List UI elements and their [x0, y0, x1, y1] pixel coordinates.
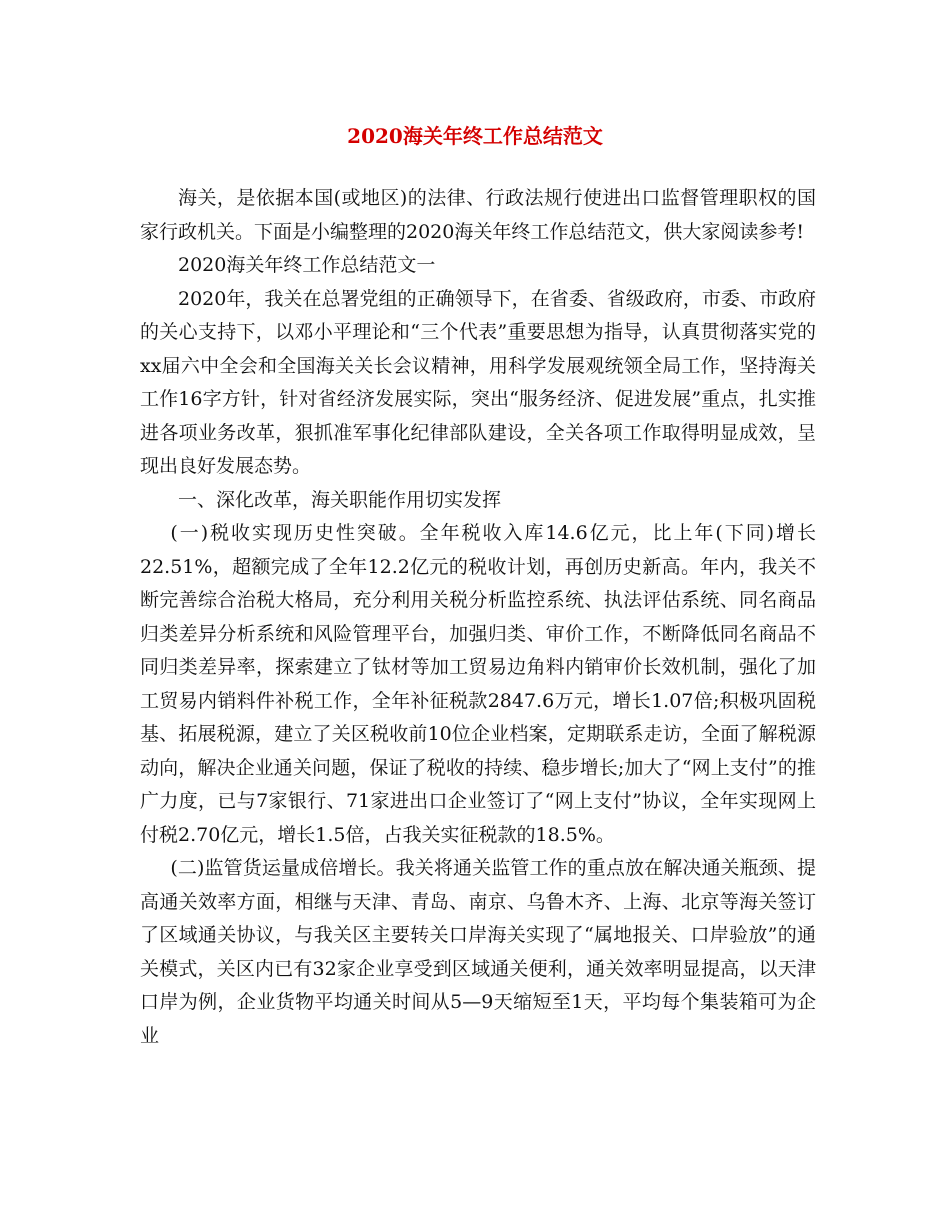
section-heading: 2020海关年终工作总结范文一 — [178, 254, 436, 276]
summary-paragraph: 2020年，我关在总署党组的正确领导下，在省委、省级政府，市委、市政府的关心支持下，以邓小平理论和“三个代表”重要思想为指导，认真贯彻落实党的xx届六中全会和全国海关关长会议精神，用科学发展观统领全局工作，坚持海关工作16字方针，针对省经济发展实际，突出“服务经济、促进发展”重点，扎实推进各项业务改革，狠抓准军事化纪律部队建设，全关各项工作取得明显成效，呈现出良好发展态势。 — [140, 287, 816, 477]
chapter-heading: 一、深化改革，海关职能作用切实发挥 — [178, 488, 502, 511]
document-title: 2020海关年终工作总结范文 — [347, 124, 603, 148]
tax-paragraph: (一)税收实现历史性突破。全年税收入库14.6亿元，比上年(下同)增长22.51%，超额完成了全年12.2亿元的税收计划，再创历史新高。年内，我关不断完善综合治税大格局，充分利用关税分析监控系统、执法评估系统、同名商品归类差异分析系统和风险管理平台，加强归类、审价工作，不断降低同名商品不同归类差异率，探索建立了钛材等加工贸易边角料内销审价长效机制，强化了加工贸易内销料件补税工作，全年补征税款2847.6万元，增长1.07倍;积极巩固税基、拓展税源，建立了关区税收前10位企业档案，定期联系走访，全面了解税源动向，解决企业通关问题，保证了税收的持续、稳步增长;加大了“网上支付”的推广力度，已与7家银行、71家进出口企业签订了“网上支付”协议，全年实现网上付税2.70亿元，增长1.5倍，占我关实征税款的18.5%。 — [140, 522, 816, 846]
document-body — [140, 182, 816, 1053]
intro-paragraph: 海关，是依据本国(或地区)的法律、行政法规行使进出口监督管理职权的国家行政机关。下面是小编整理的2020海关年终工作总结范文，供大家阅读参考! — [140, 187, 816, 243]
supervision-paragraph: (二)监管货运量成倍增长。我关将通关监管工作的重点放在解决通关瓶颈、提高通关效率方面，相继与天津、青岛、南京、乌鲁木齐、上海、北京等海关签订了区域通关协议，与我关区主要转关口岸海关实现了“属地报关、口岸验放”的通关模式，关区内已有32家企业享受到区域通关便利，通关效率明显提高，以天津口岸为例，企业货物平均通关时间从5—9天缩短至1天，平均每个集装箱可为企业 — [140, 857, 816, 1047]
